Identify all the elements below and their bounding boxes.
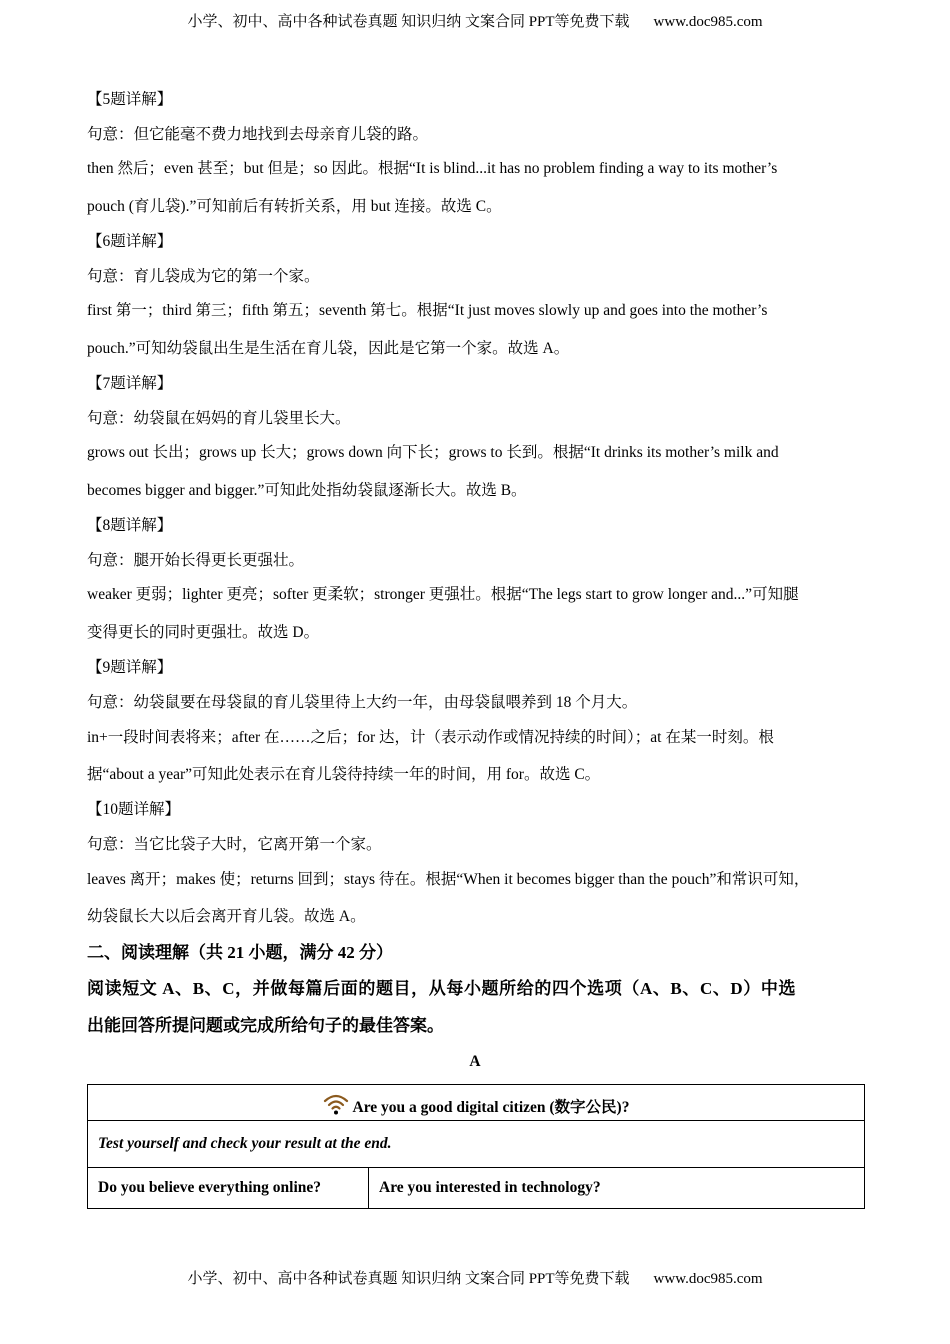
explanation-text: becomes bigger and bigger.”可知此处指幼袋鼠逐渐长大。故选 B。 [87, 482, 527, 499]
section-heading: 二、阅读理解（共 21 小题，满分 42 分） [87, 943, 393, 962]
explanation-text: 句意：当它比袋子大时，它离开第一个家。 [87, 836, 382, 853]
explanation-heading: 【10题详解】 [87, 801, 181, 818]
table-title-cell [88, 1085, 865, 1121]
explanation-text: pouch (育儿袋).”可知前后有转折关系，用 but 连接。故选 C。 [87, 198, 502, 215]
explanation-text: weaker 更弱；lighter 更亮；softer 更柔软；stronger 更强壮。根据“The legs start to grow longer and...”可知腿 [87, 586, 799, 603]
explanation-text: then 然后；even 甚至；but 但是；so 因此。根据“It is blind...it has no problem finding a way to its mother’s [87, 160, 778, 177]
explanation-text: in+一段时间表将来；after 在……之后；for 达，计（表示动作或情况持续的时间）；at 在某一时刻。根 [87, 729, 774, 746]
header-text: 小学、初中、高中各种试卷真题 知识归纳 文案合同 PPT等免费下载 [187, 14, 630, 30]
wifi-icon [323, 1093, 349, 1120]
explanation-heading: 【9题详解】 [87, 659, 173, 676]
page-header [0, 12, 950, 32]
question-cell: Do you believe everything online? [88, 1168, 369, 1209]
explanation-text: 变得更长的同时更强壮。故选 D。 [87, 624, 320, 641]
explanation-text: pouch.”可知幼袋鼠出生是生活在育儿袋，因此是它第一个家。故选 A。 [87, 340, 570, 357]
explanation-text: 幼袋鼠长大以后会离开育儿袋。故选 A。 [87, 908, 366, 925]
explanation-text: leaves 离开；makes 使；returns 回到；stays 待在。根据“When it becomes bigger than the pouch”和常识可知， [87, 871, 810, 888]
explanation-heading: 【7题详解】 [87, 375, 173, 392]
explanation-text: grows out 长出；grows up 长大；grows down 向下长；grows to 长到。根据“It drinks its mother’s milk and [87, 444, 779, 461]
table-subtitle: Test yourself and check your result at the end. [88, 1121, 865, 1168]
question-cell: Are you interested in technology? [369, 1168, 865, 1209]
footer-site: www.doc985.com [653, 1271, 763, 1287]
explanation-text: 句意：幼袋鼠要在母袋鼠的育儿袋里待上大约一年，由母袋鼠喂养到 18 个月大。 [87, 694, 638, 711]
explanation-text: 句意：但它能毫不费力地找到去母亲育儿袋的路。 [87, 126, 429, 143]
header-site: www.doc985.com [653, 14, 763, 30]
table-title: Are you a good digital citizen (数字公民)? [352, 1099, 630, 1116]
footer-text: 小学、初中、高中各种试卷真题 知识归纳 文案合同 PPT等免费下载 [187, 1271, 630, 1287]
explanation-heading: 【8题详解】 [87, 517, 173, 534]
explanation-text: first 第一；third 第三；fifth 第五；seventh 第七。根据“It just moves slowly up and goes into the mother’s [87, 302, 768, 319]
explanation-text: 句意：腿开始长得更长更强壮。 [87, 552, 305, 569]
explanation-text: 句意：幼袋鼠在妈妈的育儿袋里长大。 [87, 410, 351, 427]
explanation-heading: 【5题详解】 [87, 91, 173, 108]
section-instruction-2: 出能回答所提问题或完成所给句子的最佳答案。 [87, 1016, 444, 1035]
passage-label: A [469, 1053, 481, 1070]
page-footer [0, 1269, 950, 1289]
section-instruction-1: 阅读短文 A、B、C，并做每篇后面的题目，从每小题所给的四个选项（A、B、C、D）中选 [87, 979, 797, 998]
quiz-table [87, 1084, 865, 1209]
explanation-heading: 【6题详解】 [87, 233, 173, 250]
explanation-text: 句意：育儿袋成为它的第一个家。 [87, 268, 320, 285]
explanation-text: 据“about a year”可知此处表示在育儿袋待持续一年的时间，用 for。故选 C。 [87, 766, 601, 783]
